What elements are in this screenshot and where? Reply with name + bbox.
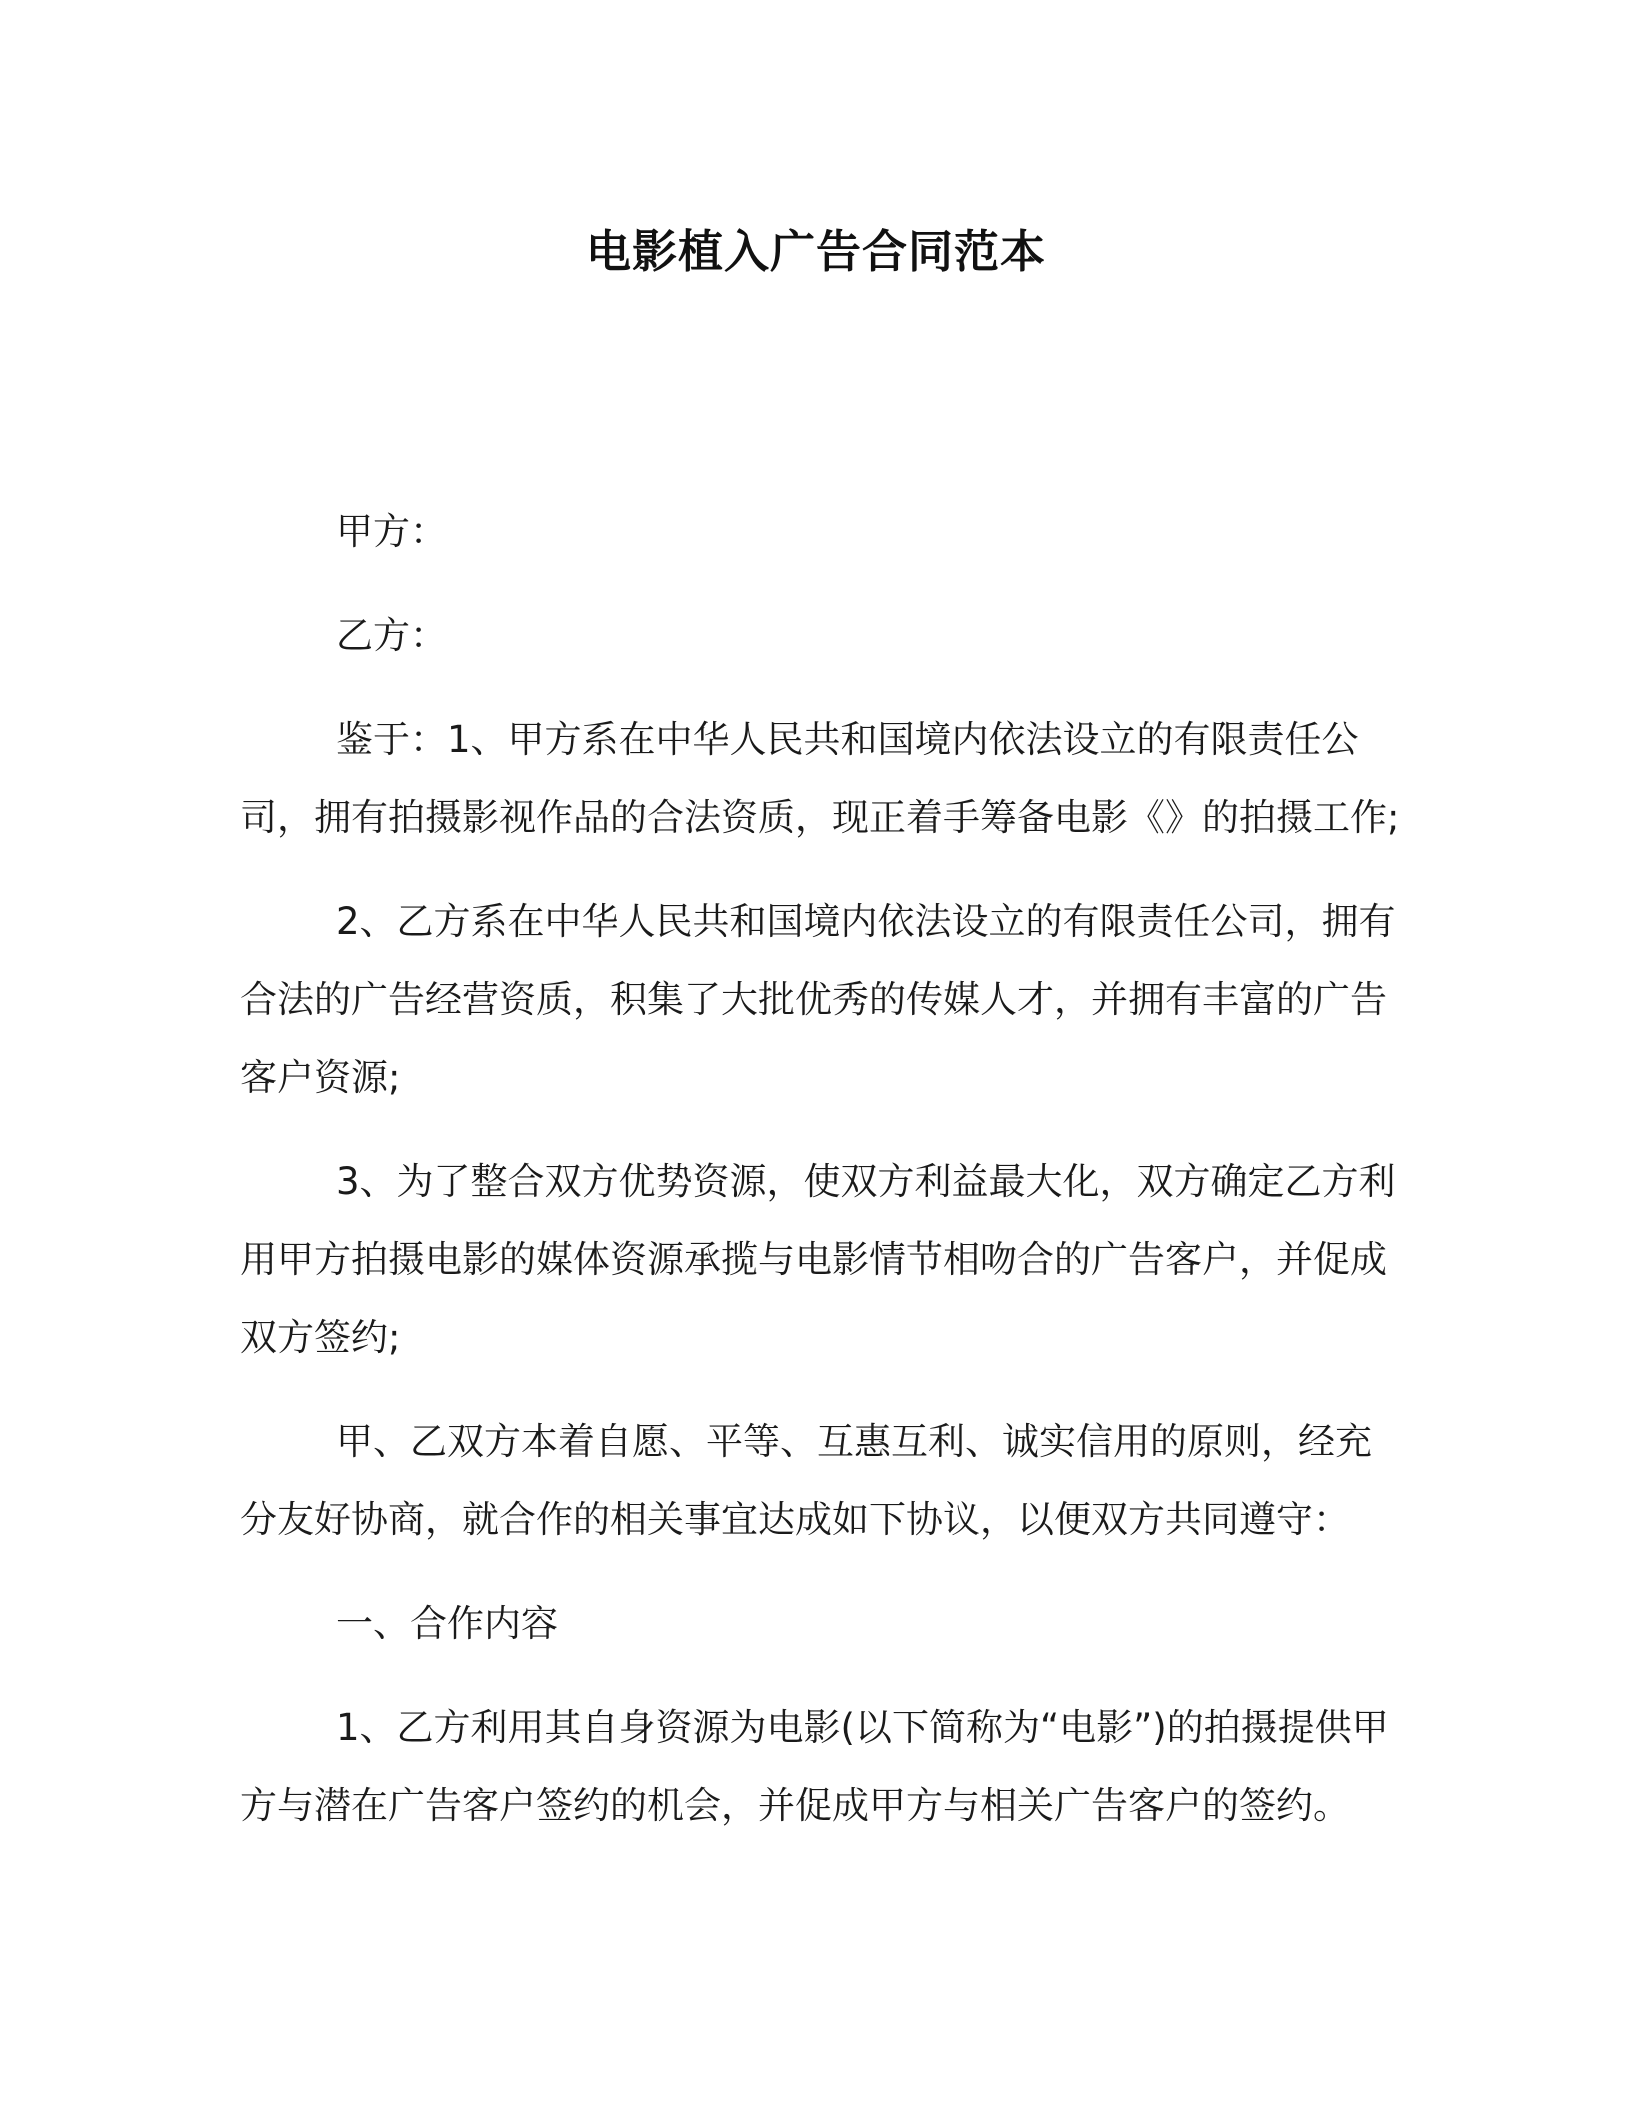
party-b-line: 乙方：	[336, 614, 447, 657]
preamble-paragraph: 甲、乙双方本着自愿、平等、互惠互利、诚实信用的原则，经充分友好协商，就合作的相关事宜达成如下协议，以便双方共同遵守：	[240, 1420, 1372, 1541]
recital-paragraph-2: 2、乙方系在中华人民共和国境内依法设立的有限责任公司，拥有合法的广告经营资质，积集了大批优秀的传媒人才，并拥有丰富的广告客户资源;	[240, 900, 1396, 1099]
document-title: 电影植入广告合同范本	[585, 225, 1046, 278]
document-body	[240, 493, 1405, 1871]
recital-paragraph-1: 鉴于：1、甲方系在中华人民共和国境内依法设立的有限责任公司，拥有拍摄影视作品的合法资质，现正着手筹备电影《》的拍摄工作;	[240, 718, 1400, 839]
recital-paragraph-3: 3、为了整合双方优势资源，使双方利益最大化，双方确定乙方利用甲方拍摄电影的媒体资源承揽与电影情节相吻合的广告客户，并促成双方签约;	[240, 1160, 1396, 1359]
clause-paragraph-1: 1、乙方利用其自身资源为电影(以下简称为“电影”)的拍摄提供甲方与潜在广告客户签约的机会，并促成甲方与相关广告客户的签约。	[240, 1706, 1389, 1827]
party-a-line: 甲方：	[336, 510, 447, 553]
section-heading-cooperation: 一、合作内容	[336, 1602, 558, 1645]
